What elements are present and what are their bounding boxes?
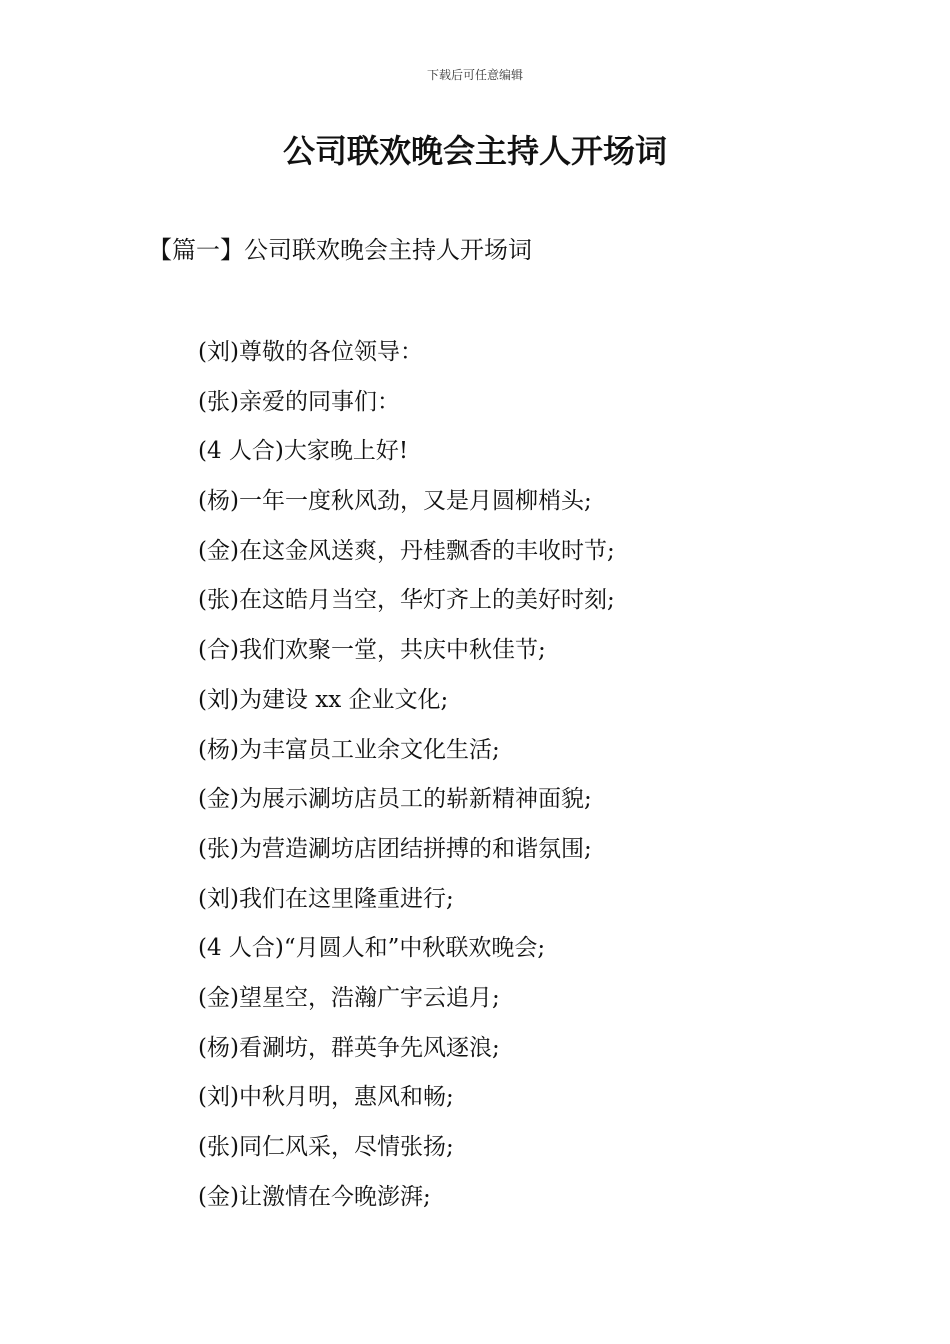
speaker-label: (张) (198, 587, 239, 614)
speaker-label: (杨) (198, 488, 239, 515)
script-line (198, 875, 898, 925)
header-note: 下载后可任意编辑 (426, 68, 523, 82)
speaker-label: (金) (198, 537, 239, 564)
speaker-label: (杨) (198, 736, 239, 763)
script-line (198, 1073, 898, 1123)
line-text: 望星空，浩瀚广宇云追月; (238, 984, 500, 1011)
script-line (198, 676, 898, 726)
line-text: 我们欢聚一堂，共庆中秋佳节; (238, 637, 546, 664)
script-line (198, 1123, 898, 1173)
speaker-label: (杨) (198, 1034, 239, 1061)
speaker-label: (4 人合) (198, 438, 284, 465)
script-line (198, 1173, 898, 1223)
speaker-label: (金) (198, 786, 239, 813)
script-line (198, 825, 898, 875)
line-text: “月圆人和”中秋联欢晚会; (283, 935, 546, 962)
line-text: 为丰富员工业余文化生活; (238, 736, 500, 763)
script-lines (198, 328, 898, 1222)
line-text: 我们在这里隆重进行; (238, 885, 454, 912)
speaker-label: (刘) (198, 1084, 239, 1111)
speaker-label: (金) (198, 1183, 239, 1210)
speaker-label: (合) (198, 637, 239, 664)
document-title: 公司联欢晚会主持人开场词 (282, 132, 667, 170)
speaker-label: (刘) (198, 885, 239, 912)
speaker-label: (4 人合) (198, 935, 284, 962)
line-text: 中秋月明，惠风和畅; (238, 1084, 454, 1111)
script-line (198, 1024, 898, 1074)
script-line (198, 775, 898, 825)
script-line (198, 924, 898, 974)
script-line (198, 726, 898, 776)
speaker-label: (刘) (198, 686, 239, 713)
line-text: 让激情在今晚澎湃; (238, 1183, 431, 1210)
line-text: 为营造涮坊店团结拼搏的和谐氛围; (238, 835, 592, 862)
speaker-label: (金) (198, 984, 239, 1011)
line-text: 尊敬的各位领导： (238, 339, 423, 365)
script-line (198, 427, 898, 477)
section-heading: 【篇一】公司联欢晚会主持人开场词 (148, 236, 532, 264)
line-text: 为展示涮坊店员工的崭新精神面貌; (238, 786, 592, 813)
script-line (198, 328, 898, 378)
speaker-label: (刘) (198, 339, 239, 365)
script-line (198, 378, 898, 428)
line-text: 在这皓月当空，华灯齐上的美好时刻; (238, 587, 615, 614)
speaker-label: (张) (198, 1134, 239, 1160)
script-line (198, 477, 898, 527)
line-text: 看涮坊，群英争先风逐浪; (238, 1034, 500, 1061)
script-line (198, 527, 898, 577)
line-text: 同仁风采，尽情张扬; (238, 1134, 454, 1160)
line-text: 大家晚上好! (283, 438, 409, 465)
speaker-label: (张) (198, 388, 239, 415)
line-text: 一年一度秋风劲，又是月圆柳梢头; (238, 488, 592, 515)
script-line (198, 576, 898, 626)
line-text: 亲爱的同事们： (238, 388, 400, 415)
script-line (198, 974, 898, 1024)
speaker-label: (张) (198, 835, 239, 862)
script-line (198, 626, 898, 676)
line-text: 在这金风送爽，丹桂飘香的丰收时节; (238, 537, 615, 564)
line-text: 为建设 xx 企业文化; (238, 686, 449, 713)
